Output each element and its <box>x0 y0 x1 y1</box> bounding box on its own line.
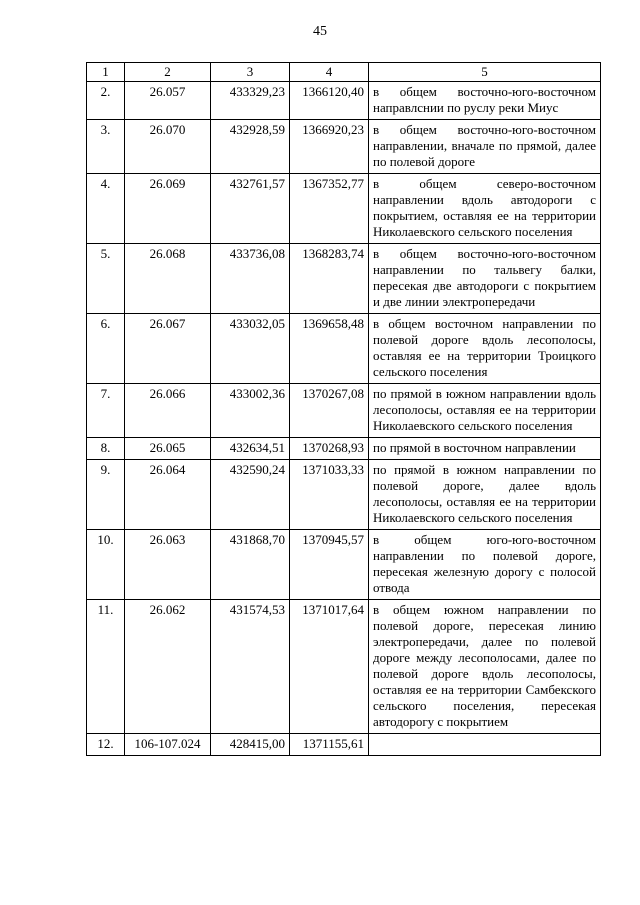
coordinate-y: 1366920,23 <box>290 120 369 174</box>
coordinate-y: 1370945,57 <box>290 530 369 600</box>
table-row <box>87 384 601 438</box>
header-col-2: 2 <box>125 63 211 82</box>
coordinate-x: 432634,51 <box>211 438 290 460</box>
table-row <box>87 82 601 120</box>
coordinate-x: 431868,70 <box>211 530 290 600</box>
route-description: в общем восточно-юго-восточном направлснии по руслу реки Миус <box>369 82 601 120</box>
route-description: в общем северо-восточном направлении вдоль автодороги с покрытием, оставляя ее на территории Николаевского сельского поселения <box>369 174 601 244</box>
coordinate-y: 1369658,48 <box>290 314 369 384</box>
table-row <box>87 120 601 174</box>
coordinate-y: 1371033,33 <box>290 460 369 530</box>
point-id: 26.064 <box>125 460 211 530</box>
row-number: 9. <box>87 460 125 530</box>
coordinate-x: 433329,23 <box>211 82 290 120</box>
header-col-3: 3 <box>211 63 290 82</box>
row-number: 4. <box>87 174 125 244</box>
row-number: 5. <box>87 244 125 314</box>
route-description: в общем восточном направлении по полевой дороге вдоль лесополосы, оставляя ее на территории Троицкого сельского поселения <box>369 314 601 384</box>
table-header-row <box>87 63 601 82</box>
row-number: 2. <box>87 82 125 120</box>
coordinate-y: 1368283,74 <box>290 244 369 314</box>
coordinate-y: 1370267,08 <box>290 384 369 438</box>
header-col-4: 4 <box>290 63 369 82</box>
route-description: по прямой в южном направлении вдоль лесополосы, оставляя ее на территории Николаевского сельского поселения <box>369 384 601 438</box>
point-id: 26.063 <box>125 530 211 600</box>
coordinate-x: 433002,36 <box>211 384 290 438</box>
coordinate-y: 1371155,61 <box>290 734 369 756</box>
table-row <box>87 314 601 384</box>
point-id: 26.066 <box>125 384 211 438</box>
coordinate-y: 1371017,64 <box>290 600 369 734</box>
coordinate-x: 431574,53 <box>211 600 290 734</box>
point-id: 26.062 <box>125 600 211 734</box>
point-id: 106-107.024 <box>125 734 211 756</box>
table-row <box>87 530 601 600</box>
coordinate-x: 428415,00 <box>211 734 290 756</box>
coordinate-x: 432761,57 <box>211 174 290 244</box>
table-row <box>87 734 601 756</box>
coordinate-x: 433736,08 <box>211 244 290 314</box>
coordinate-x: 432928,59 <box>211 120 290 174</box>
route-description: в общем юго-юго-восточном направлении по полевой дороге, пересекая железную дорогу с полосой отвода <box>369 530 601 600</box>
route-description: в общем южном направлении по полевой дороге, пересекая линию электропередачи, далее по полевой дороге между лесополосами, далее по полевой дороге вдоль лесополосы, оставляя ее на территории Самбекского сельского поселения, пересекая автодорогу с покрытием <box>369 600 601 734</box>
point-id: 26.068 <box>125 244 211 314</box>
header-col-1: 1 <box>87 63 125 82</box>
coordinate-y: 1370268,93 <box>290 438 369 460</box>
point-id: 26.070 <box>125 120 211 174</box>
route-description: по прямой в южном направлении по полевой дороге, далее вдоль лесополосы, оставляя ее на территории Николаевского сельского поселения <box>369 460 601 530</box>
route-description <box>369 734 601 756</box>
point-id: 26.065 <box>125 438 211 460</box>
header-col-5: 5 <box>369 63 601 82</box>
point-id: 26.069 <box>125 174 211 244</box>
row-number: 10. <box>87 530 125 600</box>
route-description: в общем восточно-юго-восточном направлении по тальвегу балки, пересекая две автодороги с покрытием и две линии электропередачи <box>369 244 601 314</box>
boundary-description-table <box>86 62 601 756</box>
row-number: 8. <box>87 438 125 460</box>
table-row <box>87 600 601 734</box>
coordinate-y: 1366120,40 <box>290 82 369 120</box>
row-number: 3. <box>87 120 125 174</box>
table-row <box>87 244 601 314</box>
row-number: 11. <box>87 600 125 734</box>
table-body <box>87 63 601 756</box>
route-description: в общем восточно-юго-восточном направлении, вначале по прямой, далее по полевой дороге <box>369 120 601 174</box>
route-description: по прямой в восточном направлении <box>369 438 601 460</box>
coordinate-x: 433032,05 <box>211 314 290 384</box>
coordinate-y: 1367352,77 <box>290 174 369 244</box>
coordinate-x: 432590,24 <box>211 460 290 530</box>
table-row <box>87 460 601 530</box>
point-id: 26.057 <box>125 82 211 120</box>
table-row <box>87 174 601 244</box>
table-row <box>87 438 601 460</box>
point-id: 26.067 <box>125 314 211 384</box>
row-number: 7. <box>87 384 125 438</box>
page-number: 45 <box>313 24 327 39</box>
row-number: 12. <box>87 734 125 756</box>
row-number: 6. <box>87 314 125 384</box>
